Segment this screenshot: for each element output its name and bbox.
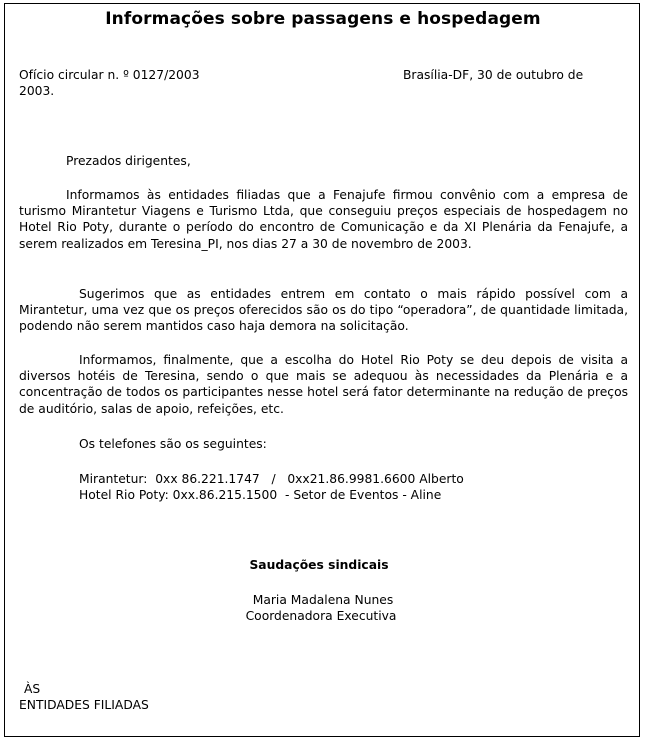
phone-mirantetur: Mirantetur: 0xx 86.221.1747 / 0xx21.86.9981.6600 Alberto xyxy=(79,472,464,486)
document-title: Informações sobre passagens e hospedagem xyxy=(105,9,541,29)
place-date-year: 2003. xyxy=(19,84,55,98)
closing-salutation: Saudações sindicais xyxy=(249,558,389,572)
signature-title: Coordenadora Executiva xyxy=(245,609,397,623)
recipient-line-1: ÀS xyxy=(24,682,41,696)
place-date: Brasília-DF, 30 de outubro de xyxy=(403,68,584,82)
signature-name: Maria Madalena Nunes xyxy=(252,593,394,607)
paragraph-escolha-hotel: Informamos, finalmente, que a escolha do Hotel Rio Poty se deu depois de visita a diversos hotéis de Teresina, sendo o que mais se adequou às necessidades da Plenária e a concentração de todos os participantes nesse hotel será fator determinante na redução de preços de auditório, salas de apoio, refeições, etc. xyxy=(19,353,628,416)
recipient-line-2: ENTIDADES FILIADAS xyxy=(19,698,149,712)
paragraph-sugestao: Sugerimos que as entidades entrem em contato o mais rápido possível com a Mirantetur, uma vez que os preços oferecidos são os do tipo “operadora”, de quantidade limitada, podendo não serem mantidos caso haja demora na solicitação. xyxy=(19,287,628,334)
oficio-number: Ofício circular n. º 0127/2003 xyxy=(19,68,200,82)
greeting: Prezados dirigentes, xyxy=(66,154,191,168)
phones-intro: Os telefones são os seguintes: xyxy=(79,437,267,451)
phone-hotel: Hotel Rio Poty: 0xx.86.215.1500 - Setor de Eventos - Aline xyxy=(79,488,442,502)
paragraph-convenio: Informamos às entidades filiadas que a Fenajufe firmou convênio com a empresa de turismo Mirantetur Viagens e Turismo Ltda, que conseguiu preços especiais de hospedagem no Hotel Rio Poty, durante o período do encontro de Comunicação e da XI Plenária da Fenajufe, a serem realizados em Teresina_PI, nos dias 27 a 30 de novembro de 2003. xyxy=(19,188,628,251)
